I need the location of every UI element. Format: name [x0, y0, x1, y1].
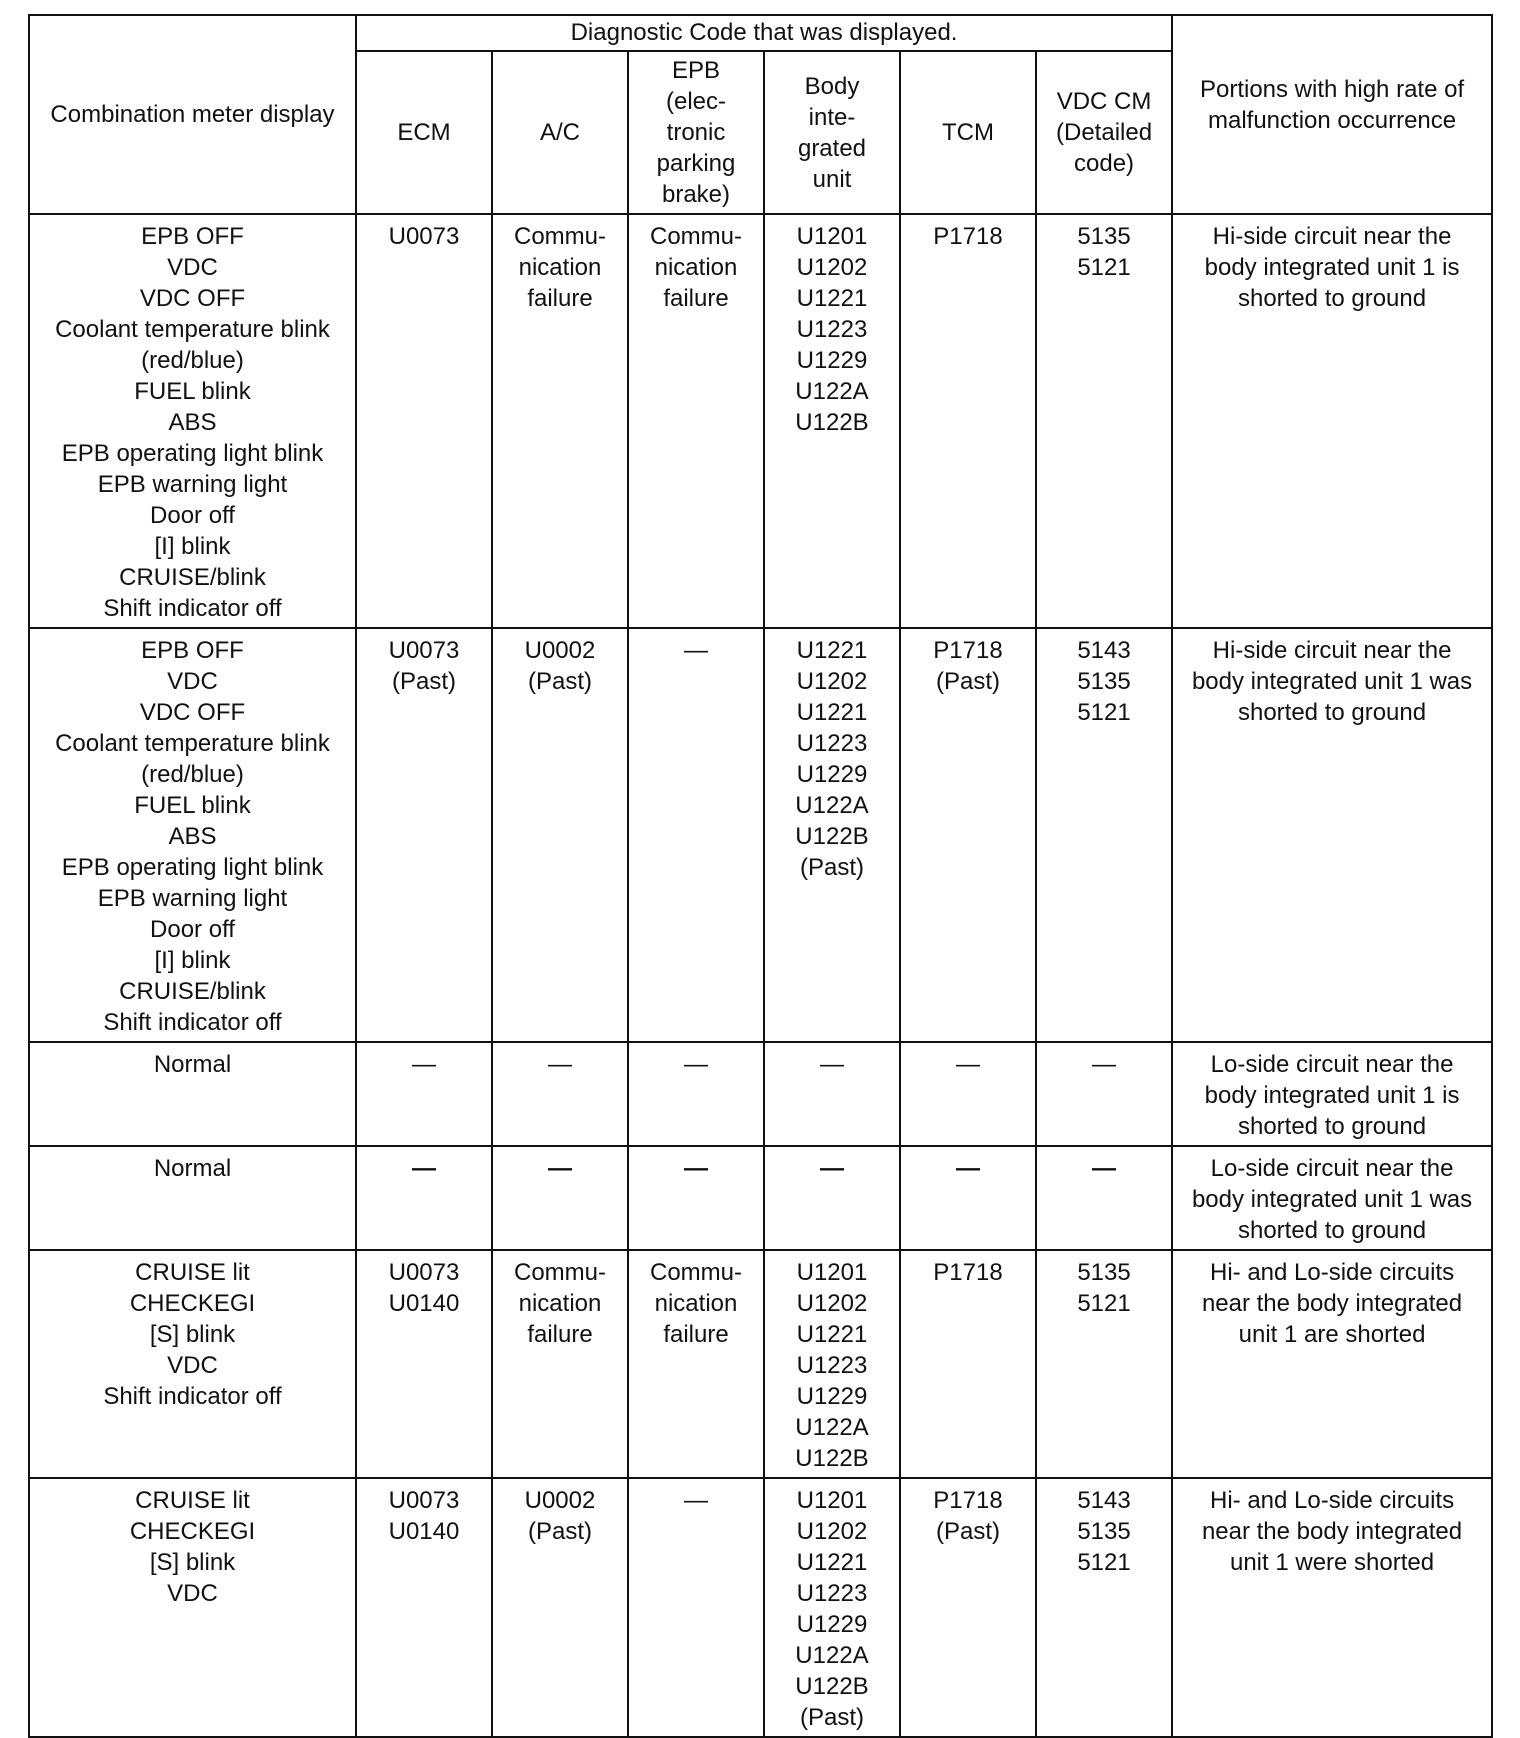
cell-ecm: [356, 628, 492, 1042]
cell-portions: [1172, 1042, 1492, 1146]
cell-line: FUEL blink: [134, 378, 251, 405]
cell-combination-meter: [29, 1478, 356, 1737]
header-vdc-cm: VDC CM (Detailed code): [1036, 51, 1172, 214]
cell-line: —: [684, 1155, 708, 1182]
cell-line: U122B: [795, 409, 869, 436]
cell-line: Shift indicator off: [103, 595, 282, 622]
cell-combination-meter: [29, 1250, 356, 1478]
cell-line: —: [684, 1051, 708, 1078]
cell-line: 5135: [1077, 1259, 1131, 1286]
cell-combination-meter: [29, 214, 356, 628]
cell-epb: [628, 1250, 764, 1478]
cell-portions: [1172, 1146, 1492, 1250]
cell-line: U0073: [388, 1259, 460, 1286]
header-ecm: ECM: [356, 51, 492, 214]
cell-line: body integrated unit 1 is: [1204, 254, 1460, 281]
cell-line: VDC: [167, 668, 218, 695]
cell-line: U0073: [388, 1487, 460, 1514]
cell-line: shorted to ground: [1237, 285, 1427, 312]
cell-tcm: [900, 214, 1036, 628]
cell-line: U1223: [796, 730, 868, 757]
table-row: [29, 1478, 1492, 1737]
cell-line: U1202: [796, 1518, 868, 1545]
cell-line: Coolant temperature blink: [55, 730, 330, 757]
cell-line: ABS: [168, 823, 217, 850]
cell-line: Commu-: [649, 223, 742, 250]
cell-line: Door off: [150, 502, 235, 529]
cell-line: P1718: [933, 1487, 1003, 1514]
cell-line: shorted to ground: [1237, 1113, 1427, 1140]
cell-line: shorted to ground: [1237, 1217, 1427, 1244]
diagnostic-code-table: [28, 14, 1493, 1738]
cell-line: CRUISE lit: [135, 1487, 250, 1514]
header-portions: Portions with high rate of malfunction occurrence: [1172, 15, 1492, 214]
cell-line: —: [820, 1051, 844, 1078]
cell-line: —: [412, 1155, 436, 1182]
cell-body-integrated-unit: [764, 1042, 900, 1146]
cell-line: 5135: [1077, 668, 1131, 695]
cell-tcm: [900, 1146, 1036, 1250]
cell-line: U1223: [796, 1352, 868, 1379]
cell-line: nication: [654, 254, 738, 281]
cell-body-integrated-unit: [764, 1146, 900, 1250]
cell-line: Lo-side circuit near the: [1210, 1051, 1454, 1078]
cell-line: U122B: [795, 1445, 869, 1472]
cell-portions: [1172, 1250, 1492, 1478]
cell-ac: [492, 214, 628, 628]
table-row: [29, 628, 1492, 1042]
cell-line: U0073: [388, 637, 460, 664]
cell-line: CRUISE/blink: [119, 564, 266, 591]
cell-ac: [492, 1042, 628, 1146]
cell-combination-meter: [29, 628, 356, 1042]
cell-line: Hi-side circuit near the: [1212, 637, 1452, 664]
cell-line: VDC OFF: [139, 699, 246, 726]
cell-epb: [628, 1478, 764, 1737]
cell-line: U1229: [796, 1611, 868, 1638]
cell-tcm: [900, 1250, 1036, 1478]
cell-line: U122B: [795, 1673, 869, 1700]
cell-line: Commu-: [513, 223, 606, 250]
cell-vdc-cm: [1036, 214, 1172, 628]
cell-line: P1718: [933, 637, 1003, 664]
cell-line: Commu-: [649, 1259, 742, 1286]
cell-ac: [492, 1250, 628, 1478]
cell-line: U1221: [796, 1549, 868, 1576]
cell-ecm: [356, 1042, 492, 1146]
cell-line: 5121: [1077, 1549, 1131, 1576]
cell-line: (red/blue): [141, 347, 244, 374]
cell-line: U0073: [388, 223, 460, 250]
cell-line: 5135: [1077, 1518, 1131, 1545]
cell-line: near the body integrated: [1201, 1290, 1463, 1317]
cell-vdc-cm: [1036, 1146, 1172, 1250]
cell-tcm: [900, 1042, 1036, 1146]
cell-portions: [1172, 214, 1492, 628]
diagnostic-table-container: [28, 14, 1491, 1738]
cell-line: U1229: [796, 761, 868, 788]
cell-line: U1221: [796, 285, 868, 312]
cell-line: [I] blink: [154, 947, 231, 974]
cell-line: Normal: [153, 1051, 232, 1078]
cell-body-integrated-unit: [764, 628, 900, 1042]
cell-line: VDC OFF: [139, 285, 246, 312]
cell-ac: [492, 1478, 628, 1737]
cell-line: (red/blue): [141, 761, 244, 788]
header-epb: EPB (elec- tronic parking brake): [628, 51, 764, 214]
cell-line: 5121: [1077, 254, 1131, 281]
cell-line: (Past): [799, 854, 864, 881]
cell-line: Normal: [153, 1155, 232, 1182]
cell-vdc-cm: [1036, 628, 1172, 1042]
cell-line: U1229: [796, 347, 868, 374]
cell-line: U1202: [796, 254, 868, 281]
cell-line: EPB warning light: [97, 885, 288, 912]
cell-line: EPB warning light: [97, 471, 288, 498]
cell-line: U1201: [796, 1487, 868, 1514]
cell-line: (Past): [527, 1518, 592, 1545]
cell-body-integrated-unit: [764, 1478, 900, 1737]
table-body: [29, 214, 1492, 1737]
cell-line: Lo-side circuit near the: [1210, 1155, 1454, 1182]
cell-line: (Past): [527, 668, 592, 695]
cell-line: —: [412, 1051, 436, 1078]
cell-line: U0140: [388, 1518, 460, 1545]
cell-tcm: [900, 1478, 1036, 1737]
cell-line: 5143: [1077, 1487, 1131, 1514]
cell-line: Coolant temperature blink: [55, 316, 330, 343]
cell-ecm: [356, 214, 492, 628]
cell-line: U122B: [795, 823, 869, 850]
cell-line: U1202: [796, 668, 868, 695]
cell-line: U1229: [796, 1383, 868, 1410]
cell-vdc-cm: [1036, 1042, 1172, 1146]
cell-line: U0002: [524, 637, 596, 664]
cell-line: —: [548, 1051, 572, 1078]
cell-line: failure: [663, 1321, 729, 1348]
cell-line: —: [1092, 1155, 1117, 1182]
cell-line: failure: [527, 285, 593, 312]
cell-line: body integrated unit 1 was: [1191, 1186, 1473, 1213]
cell-line: EPB OFF: [141, 637, 244, 664]
cell-line: body integrated unit 1 was: [1191, 668, 1473, 695]
cell-line: —: [548, 1155, 572, 1182]
cell-line: nication: [518, 1290, 602, 1317]
cell-ecm: [356, 1250, 492, 1478]
cell-line: EPB operating light blink: [61, 854, 324, 881]
cell-ecm: [356, 1146, 492, 1250]
cell-line: [S] blink: [149, 1321, 236, 1348]
cell-line: U0140: [388, 1290, 460, 1317]
cell-line: 5143: [1077, 637, 1131, 664]
cell-ecm: [356, 1478, 492, 1737]
cell-line: [I] blink: [154, 533, 231, 560]
table-row: [29, 1250, 1492, 1478]
cell-line: P1718: [933, 1259, 1003, 1286]
cell-line: CRUISE lit: [135, 1259, 250, 1286]
cell-line: Shift indicator off: [103, 1383, 282, 1410]
cell-line: Door off: [150, 916, 235, 943]
cell-line: U1221: [796, 637, 868, 664]
cell-line: —: [1092, 1051, 1117, 1078]
cell-line: Shift indicator off: [103, 1009, 282, 1036]
table-row: [29, 1146, 1492, 1250]
cell-line: failure: [527, 1321, 593, 1348]
cell-body-integrated-unit: [764, 1250, 900, 1478]
cell-ac: [492, 628, 628, 1042]
cell-combination-meter: [29, 1042, 356, 1146]
cell-line: —: [820, 1155, 844, 1182]
cell-line: unit 1 are shorted: [1238, 1321, 1426, 1348]
cell-body-integrated-unit: [764, 214, 900, 628]
cell-line: Hi-side circuit near the: [1212, 223, 1452, 250]
cell-line: VDC: [167, 1580, 218, 1607]
cell-line: (Past): [799, 1704, 864, 1731]
cell-line: Hi- and Lo-side circuits: [1210, 1259, 1455, 1286]
cell-epb: [628, 628, 764, 1042]
cell-line: VDC: [167, 254, 218, 281]
cell-line: U1221: [796, 1321, 868, 1348]
cell-epb: [628, 1146, 764, 1250]
cell-epb: [628, 1042, 764, 1146]
cell-line: U0002: [524, 1487, 596, 1514]
cell-line: VDC: [167, 1352, 218, 1379]
cell-line: FUEL blink: [134, 792, 251, 819]
cell-epb: [628, 214, 764, 628]
cell-line: U1201: [796, 223, 868, 250]
cell-line: ABS: [168, 409, 217, 436]
header-ac: A/C: [492, 51, 628, 214]
cell-line: 5135: [1077, 223, 1131, 250]
cell-line: U1223: [796, 1580, 868, 1607]
cell-vdc-cm: [1036, 1478, 1172, 1737]
cell-tcm: [900, 628, 1036, 1042]
cell-line: U1202: [796, 1290, 868, 1317]
table-row: [29, 1042, 1492, 1146]
cell-line: U1223: [796, 316, 868, 343]
cell-line: U122A: [795, 792, 869, 819]
header-diagnostic-group: Diagnostic Code that was displayed.: [356, 15, 1172, 51]
cell-line: failure: [663, 285, 729, 312]
cell-portions: [1172, 628, 1492, 1042]
cell-line: U1201: [796, 1259, 868, 1286]
cell-line: —: [684, 1487, 708, 1514]
cell-ac: [492, 1146, 628, 1250]
cell-line: U122A: [795, 1642, 869, 1669]
cell-line: CHECKEGI: [129, 1290, 256, 1317]
cell-line: 5121: [1077, 699, 1131, 726]
cell-line: nication: [654, 1290, 738, 1317]
cell-line: EPB OFF: [141, 223, 244, 250]
cell-line: (Past): [391, 668, 456, 695]
cell-line: —: [956, 1155, 980, 1182]
cell-line: —: [684, 637, 708, 664]
cell-line: CRUISE/blink: [119, 978, 266, 1005]
cell-line: U122A: [795, 1414, 869, 1441]
cell-vdc-cm: [1036, 1250, 1172, 1478]
cell-line: [S] blink: [149, 1549, 236, 1576]
cell-combination-meter: [29, 1146, 356, 1250]
cell-line: P1718: [933, 223, 1003, 250]
header-body-integrated-unit: Body inte- grated unit: [764, 51, 900, 214]
cell-line: unit 1 were shorted: [1229, 1549, 1435, 1576]
cell-line: (Past): [935, 668, 1000, 695]
cell-line: Hi- and Lo-side circuits: [1210, 1487, 1455, 1514]
header-tcm: TCM: [900, 51, 1036, 214]
cell-line: EPB operating light blink: [61, 440, 324, 467]
cell-line: —: [956, 1051, 980, 1078]
cell-line: CHECKEGI: [129, 1518, 256, 1545]
cell-line: U122A: [795, 378, 869, 405]
cell-portions: [1172, 1478, 1492, 1737]
cell-line: body integrated unit 1 is: [1204, 1082, 1460, 1109]
cell-line: (Past): [935, 1518, 1000, 1545]
header-combination-meter: Combination meter display: [29, 15, 356, 214]
cell-line: near the body integrated: [1201, 1518, 1463, 1545]
cell-line: Commu-: [513, 1259, 606, 1286]
cell-line: shorted to ground: [1237, 699, 1427, 726]
cell-line: U1221: [796, 699, 868, 726]
cell-line: 5121: [1077, 1290, 1131, 1317]
table-row: [29, 214, 1492, 628]
cell-line: nication: [518, 254, 602, 281]
